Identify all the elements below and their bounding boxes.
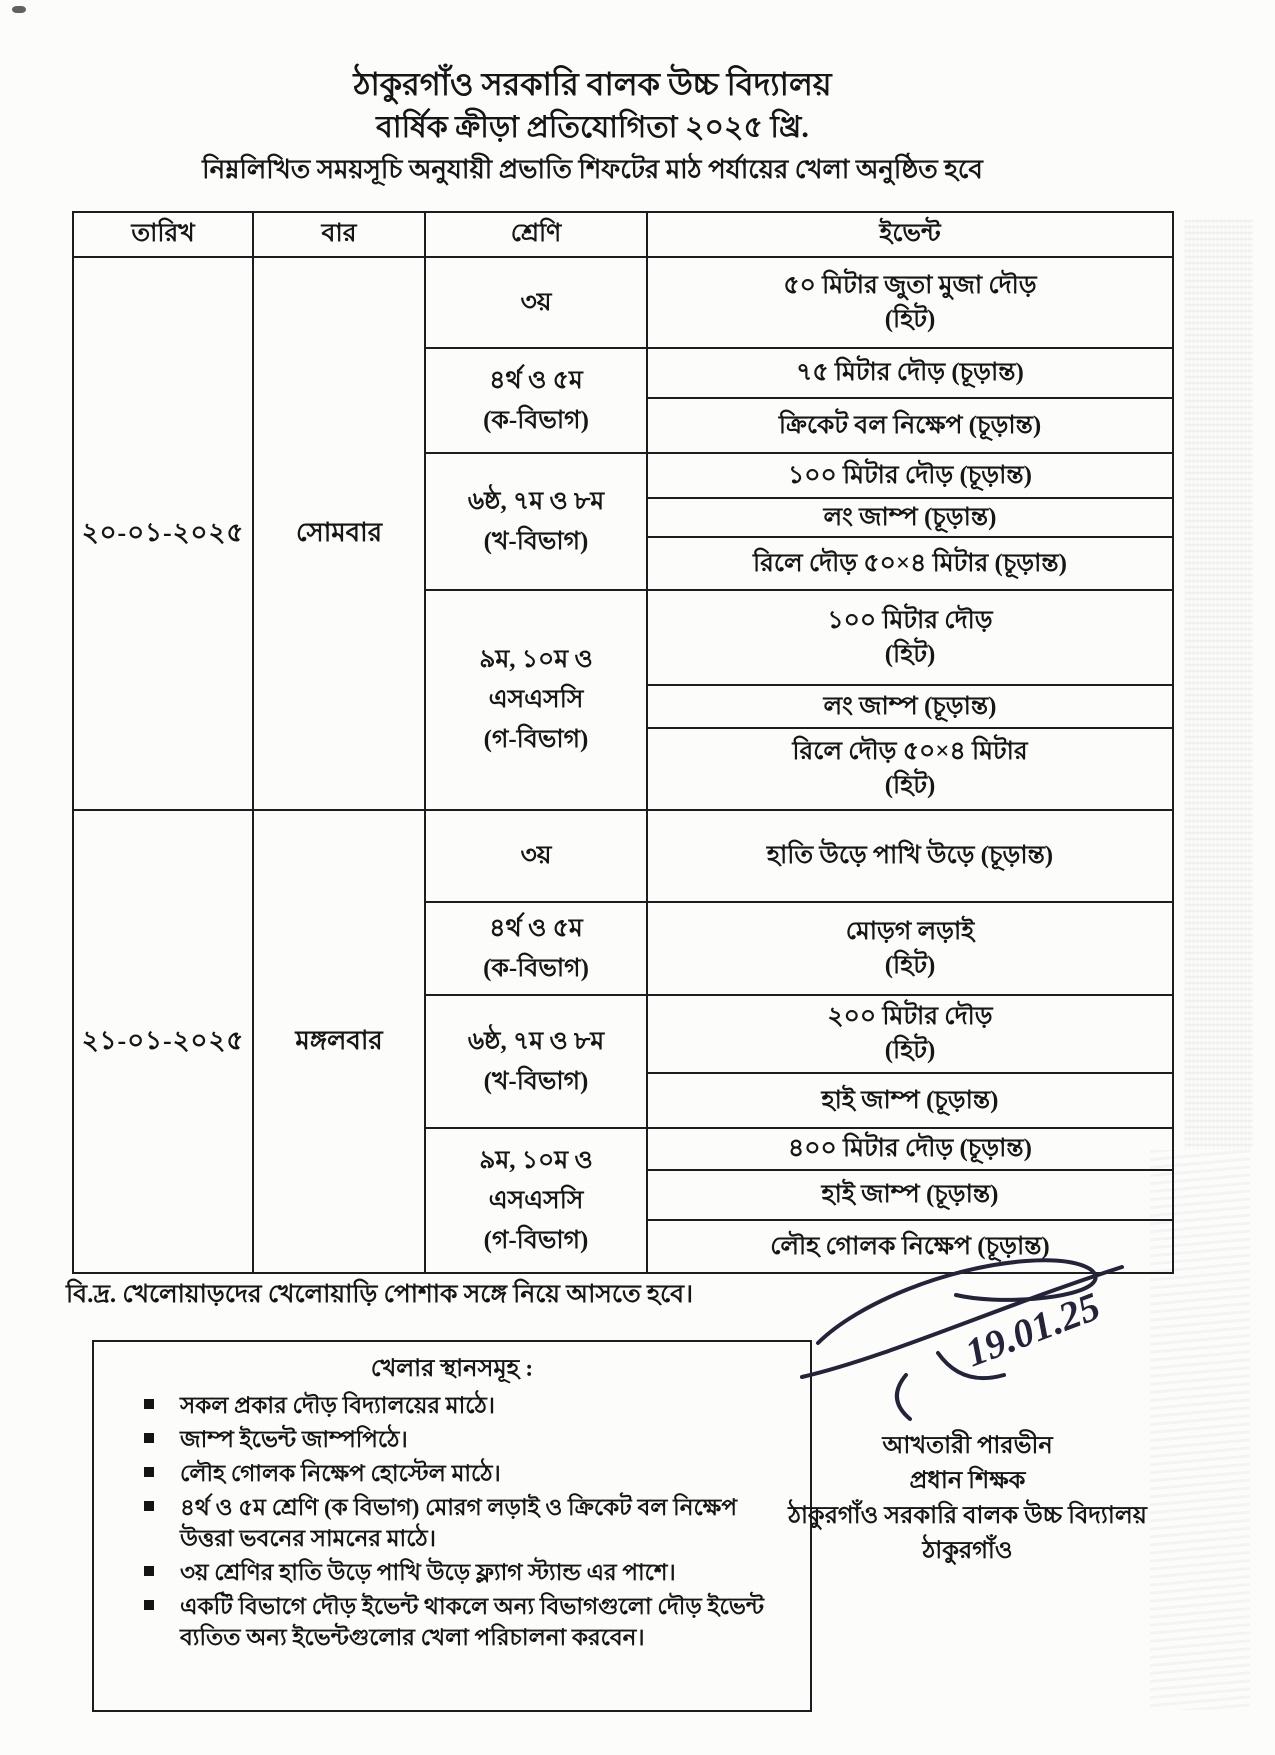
venues-box bbox=[92, 1340, 812, 1712]
signatory-location: ঠাকুরগাঁও bbox=[922, 1538, 1013, 1564]
venue-item-text: একটি বিভাগে দৌড় ইভেন্ট থাকলে অন্য বিভাগগুলো দৌড় ইভেন্ট ব্যতিত অন্য ইভেন্টগুলোর খেলা পরিচালনা করবেন। bbox=[180, 1594, 764, 1650]
class-cell: ৩য় bbox=[425, 257, 647, 348]
class-cell: ৪র্থ ও ৫ম (ক-বিভাগ) bbox=[425, 902, 647, 995]
bullet-square-icon bbox=[144, 1467, 154, 1477]
signature-date: 19.01.25 bbox=[958, 1283, 1106, 1376]
event-cell: হাই জাম্প (চূড়ান্ত) bbox=[647, 1073, 1173, 1128]
venue-item-text: ৪র্থ ও ৫ম শ্রেণি (ক বিভাগ) মোরগ লড়াই ও ক্রিকেট বল নিক্ষেপ উত্তরা ভবনের সামনের মাঠে। bbox=[180, 1495, 737, 1551]
event-cell: হাই জাম্প (চূড়ান্ত) bbox=[647, 1170, 1173, 1220]
bullet-square-icon bbox=[144, 1566, 154, 1576]
venue-item bbox=[144, 1591, 796, 1653]
school-name: ঠাকুরগাঁও সরকারি বালক উচ্চ বিদ্যালয় bbox=[353, 66, 832, 102]
column-header-0: তারিখ bbox=[73, 212, 253, 257]
schedule-subtitle: নিম্নলিখিত সময়সূচি অনুযায়ী প্রভাতি শিফটের মাঠ পর্যায়ের খেলা অনুষ্ঠিত হবে bbox=[202, 155, 983, 184]
event-cell: রিলে দৌড় ৫০×৪ মিটার (হিট) bbox=[647, 728, 1173, 810]
scan-noise-band bbox=[1185, 220, 1253, 1150]
event-cell: রিলে দৌড় ৫০×৪ মিটার (চূড়ান্ত) bbox=[647, 537, 1173, 590]
venue-item bbox=[144, 1424, 796, 1455]
schedule-table-body bbox=[73, 257, 1173, 1273]
bullet-square-icon bbox=[144, 1399, 154, 1409]
signatory-designation: প্রধান শিক্ষক bbox=[909, 1468, 1026, 1494]
table-row bbox=[73, 257, 1173, 348]
venue-item-text: ৩য় শ্রেণির হাতি উড়ে পাখি উড়ে ফ্ল্যাগ স্ট্যান্ড এর পাশে। bbox=[180, 1560, 676, 1585]
venue-item-text: সকল প্রকার দৌড় বিদ্যালয়ের মাঠে। bbox=[180, 1393, 496, 1418]
table-header-row bbox=[73, 212, 1173, 257]
footnote: বি.দ্র. খেলোয়াড়দের খেলোয়াড়ি পোশাক সঙ্গে নিয়ে আসতে হবে। bbox=[66, 1281, 694, 1308]
event-cell: লৌহ গোলক নিক্ষেপ (চূড়ান্ত) bbox=[647, 1220, 1173, 1273]
date-cell: ২১-০১-২০২৫ bbox=[73, 810, 253, 1273]
venue-item bbox=[144, 1458, 796, 1489]
venue-item bbox=[144, 1557, 796, 1588]
signature-block bbox=[765, 1225, 1170, 1569]
event-cell: ৪০০ মিটার দৌড় (চূড়ান্ত) bbox=[647, 1128, 1173, 1170]
column-header-1: বার bbox=[253, 212, 425, 257]
venues-list bbox=[108, 1390, 796, 1653]
signatory-institution: ঠাকুরগাঁও সরকারি বালক উচ্চ বিদ্যালয় bbox=[788, 1503, 1147, 1529]
venue-item-text: লৌহ গোলক নিক্ষেপ হোস্টেল মাঠে। bbox=[180, 1461, 501, 1486]
day-cell: মঙ্গলবার bbox=[253, 810, 425, 1273]
event-cell: ৫০ মিটার জুতা মুজা দৌড় (হিট) bbox=[647, 257, 1173, 348]
event-cell: ২০০ মিটার দৌড় (হিট) bbox=[647, 995, 1173, 1073]
bullet-square-icon bbox=[144, 1501, 154, 1511]
column-header-2: শ্রেণি bbox=[425, 212, 647, 257]
scan-speck bbox=[12, 6, 26, 13]
event-title: বার্ষিক ক্রীড়া প্রতিযোগিতা ২০২৫ খ্রি. bbox=[376, 111, 809, 144]
class-cell: ৬ষ্ঠ, ৭ম ও ৮ম (খ-বিভাগ) bbox=[425, 995, 647, 1128]
venues-title: খেলার স্থানসমূহ : bbox=[370, 1356, 534, 1382]
class-cell: ৬ষ্ঠ, ৭ম ও ৮ম (খ-বিভাগ) bbox=[425, 453, 647, 590]
signatory-name: আখতারী পারভীন bbox=[882, 1433, 1053, 1459]
class-cell: ৪র্থ ও ৫ম (ক-বিভাগ) bbox=[425, 348, 647, 453]
column-header-3: ইভেন্ট bbox=[647, 212, 1173, 257]
class-cell: ৯ম, ১০ম ও এসএসসি (গ-বিভাগ) bbox=[425, 1128, 647, 1273]
day-cell: সোমবার bbox=[253, 257, 425, 810]
document-header bbox=[0, 62, 1185, 190]
event-cell: ৭৫ মিটার দৌড় (চূড়ান্ত) bbox=[647, 348, 1173, 398]
table-row bbox=[73, 810, 1173, 902]
venue-item bbox=[144, 1390, 796, 1421]
venue-item-text: জাম্প ইভেন্ট জাম্পপিঠে। bbox=[180, 1427, 408, 1452]
signature-scrawl bbox=[788, 1225, 1148, 1435]
event-cell: লং জাম্প (চূড়ান্ত) bbox=[647, 498, 1173, 537]
event-cell: ১০০ মিটার দৌড় (হিট) bbox=[647, 590, 1173, 685]
bullet-square-icon bbox=[144, 1600, 154, 1610]
class-cell: ৩য় bbox=[425, 810, 647, 902]
event-cell: মোড়গ লড়াই (হিট) bbox=[647, 902, 1173, 995]
event-cell: হাতি উড়ে পাখি উড়ে (চূড়ান্ত) bbox=[647, 810, 1173, 902]
venue-item bbox=[144, 1492, 796, 1554]
event-cell: লং জাম্প (চূড়ান্ত) bbox=[647, 685, 1173, 728]
event-cell: ক্রিকেট বল নিক্ষেপ (চূড়ান্ত) bbox=[647, 398, 1173, 453]
bullet-square-icon bbox=[144, 1433, 154, 1443]
class-cell: ৯ম, ১০ম ও এসএসসি (গ-বিভাগ) bbox=[425, 590, 647, 810]
event-cell: ১০০ মিটার দৌড় (চূড়ান্ত) bbox=[647, 453, 1173, 498]
schedule-table bbox=[72, 211, 1174, 1274]
date-cell: ২০-০১-২০২৫ bbox=[73, 257, 253, 810]
